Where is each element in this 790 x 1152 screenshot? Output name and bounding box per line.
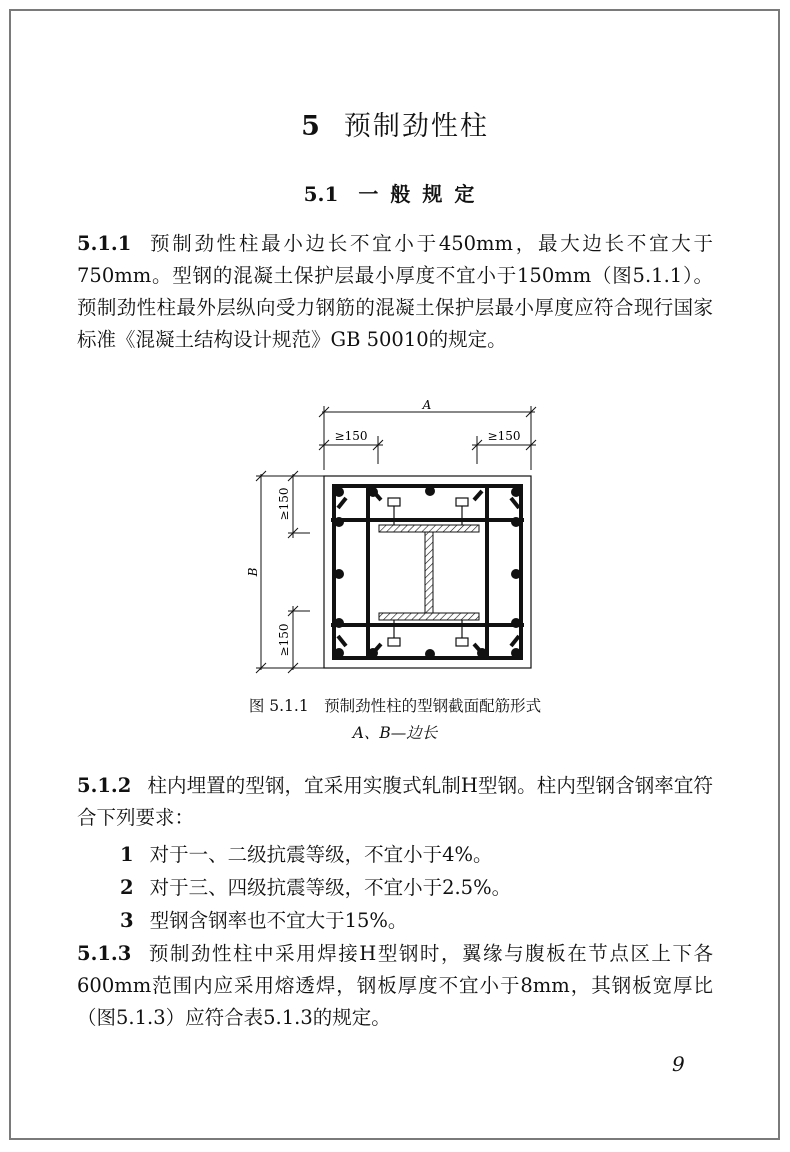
section-title: 一般规定 (358, 182, 487, 206)
section-number: 5.1 (303, 182, 339, 206)
dimension-b-label: B (246, 567, 260, 577)
clause-number: 5.1.2 (77, 774, 132, 797)
list-item (120, 872, 720, 904)
clause-5-1-2 (77, 770, 713, 834)
clause-text: 预制劲性柱中采用焊接H型钢时，翼缘与腹板在节点区上下各600mm范围内应采用熔透焊，钢板厚度不宜小于8mm，其钢板宽厚比（图5.1.3）应符合表5.1.3的规定。 (77, 942, 713, 1029)
section-heading (0, 178, 790, 207)
clause-5-1-1 (77, 228, 713, 356)
dimension-cover-top-left-label: ≥150 (334, 429, 368, 443)
list-item (120, 905, 720, 937)
list-item (120, 839, 720, 871)
list-item-text: 对于三、四级抗震等级，不宜小于2.5%。 (149, 876, 512, 899)
list-item-number: 2 (120, 876, 134, 899)
list-item-number: 1 (120, 843, 134, 866)
list-item-number: 3 (120, 909, 134, 932)
figure-caption: 图 5.1.1 预制劲性柱的型钢截面配筋形式 (248, 697, 542, 715)
clause-text: 柱内埋置的型钢，宜采用实腹式轧制H型钢。柱内型钢含钢率宜符合下列要求： (77, 774, 713, 829)
h-steel-section (379, 525, 479, 620)
list-item-text: 型钢含钢率也不宜大于15%。 (149, 909, 408, 932)
chapter-title: 预制劲性柱 (343, 111, 489, 142)
clause-5-1-3 (77, 938, 713, 1034)
page-number: 9 (672, 1052, 685, 1076)
clause-number: 5.1.3 (77, 942, 132, 965)
chapter-number: 5 (301, 111, 322, 142)
chapter-heading (0, 104, 790, 143)
dimension-cover-top-right-label: ≥150 (487, 429, 521, 443)
clause-text: 预制劲性柱最小边长不宜小于450mm，最大边长不宜大于750mm。型钢的混凝土保护层最小厚度不宜小于150mm（图5.1.1）。预制劲性柱最外层纵向受力钢筋的混凝土保护层最小厚度应符合现行国家标准《混凝土结构设计规范》GB 50010的规定。 (77, 232, 713, 351)
figure-legend: A、B—边长 (352, 724, 438, 742)
dimension-cover-left-lower-label: ≥150 (277, 623, 291, 657)
dimension-cover-left-upper-label: ≥150 (277, 487, 291, 521)
clause-number: 5.1.1 (77, 232, 132, 255)
column-section-figure (230, 398, 560, 683)
dimension-a-label: A (422, 398, 432, 412)
list-item-text: 对于一、二级抗震等级，不宜小于4%。 (149, 843, 493, 866)
